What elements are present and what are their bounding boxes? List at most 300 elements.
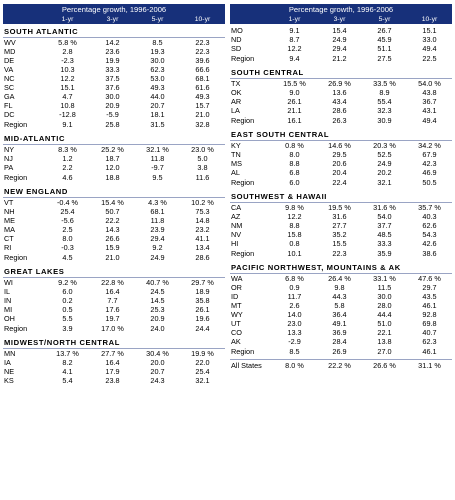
row-label: AL — [231, 168, 240, 177]
value-cell: 31.5 — [150, 120, 165, 129]
table-row — [230, 319, 452, 328]
value-cell: 29.7 — [422, 283, 437, 292]
value-cell: 28.6 — [195, 253, 210, 262]
value-cell: 37.6 — [105, 83, 120, 92]
value-cell: -2.9 — [288, 337, 301, 346]
row-label: NM — [231, 221, 243, 230]
table-row — [3, 198, 225, 207]
table-row — [3, 56, 225, 65]
value-cell: 1.2 — [62, 154, 73, 163]
value-cell: 17.0 % — [101, 324, 124, 333]
value-cell: 46.9 — [422, 168, 437, 177]
left-column — [3, 4, 225, 385]
row-label: Region — [231, 116, 255, 125]
value-cell: 22.1 — [377, 328, 392, 337]
value-cell: -2.3 — [61, 56, 74, 65]
value-cell: 8.5 — [289, 347, 300, 356]
value-cell: 54.3 — [422, 230, 437, 239]
value-cell: 2.8 — [62, 47, 73, 56]
table-row — [230, 106, 452, 115]
row-label: HI — [231, 239, 239, 248]
table-row — [230, 230, 452, 239]
value-cell: 34.2 % — [418, 141, 441, 150]
table-row — [3, 173, 225, 182]
value-cell: 4.3 % — [148, 198, 167, 207]
value-cell: 25.4 — [60, 207, 75, 216]
value-cell: 32.3 — [377, 106, 392, 115]
value-cell: 54.0 % — [418, 79, 441, 88]
value-cell: 30.0 — [377, 292, 392, 301]
table-row — [230, 44, 452, 53]
value-cell: 50.5 — [422, 178, 437, 187]
section-title: SOUTH ATLANTIC — [4, 27, 79, 36]
value-cell: 31.6 — [332, 212, 347, 221]
table-row — [3, 305, 225, 314]
value-cell: 20.3 % — [373, 141, 396, 150]
table-row — [3, 154, 225, 163]
value-cell: 22.4 — [332, 178, 347, 187]
value-cell: 20.4 — [332, 168, 347, 177]
col-10yr: 10-yr — [194, 16, 211, 23]
row-label: LA — [231, 106, 240, 115]
section-title: MID-ATLANTIC — [4, 134, 66, 143]
value-cell: 25.2 % — [101, 145, 124, 154]
table-row — [230, 159, 452, 168]
table-row — [3, 92, 225, 101]
value-cell: 39.6 — [195, 56, 210, 65]
value-cell: 23.9 — [150, 225, 165, 234]
row-label: MS — [231, 159, 242, 168]
value-cell: 35.2 — [332, 230, 347, 239]
value-cell: 19.7 — [105, 314, 120, 323]
value-cell: 21.0 — [105, 253, 120, 262]
row-label: WY — [231, 310, 243, 319]
table-row — [3, 234, 225, 243]
value-cell: 24.3 — [150, 376, 165, 385]
value-cell: 23.6 — [105, 47, 120, 56]
table-row — [3, 145, 225, 154]
region-section — [230, 191, 452, 258]
row-label: RI — [4, 243, 12, 252]
value-cell: 35.7 % — [418, 203, 441, 212]
value-cell: 4.1 — [62, 367, 73, 376]
row-label: WA — [231, 274, 243, 283]
value-cell: 19.3 — [150, 47, 165, 56]
row-label: NC — [4, 74, 15, 83]
region-section — [3, 133, 225, 182]
section-rows — [3, 277, 225, 333]
value-cell: 13.6 — [332, 88, 347, 97]
value-cell: 11.8 — [150, 216, 165, 225]
table-row — [230, 359, 452, 370]
value-cell: 20.7 — [150, 101, 165, 110]
value-cell: 40.7 % — [146, 278, 169, 287]
value-cell: 21.0 — [195, 110, 210, 119]
value-cell: 51.0 — [377, 319, 392, 328]
value-cell: 30.0 — [150, 56, 165, 65]
value-cell: 9.2 — [152, 243, 163, 252]
value-cell: 69.8 — [422, 319, 437, 328]
table-row — [230, 347, 452, 356]
value-cell: 43.4 — [332, 97, 347, 106]
value-cell: 35.8 — [195, 296, 210, 305]
value-cell: 48.5 — [377, 230, 392, 239]
value-cell: 15.5 % — [283, 79, 306, 88]
table-row — [3, 101, 225, 110]
value-cell: 16.1 — [287, 116, 302, 125]
section-rows — [230, 273, 452, 356]
region-section — [3, 26, 225, 129]
value-cell: 36.7 — [422, 97, 437, 106]
value-cell: 9.5 — [152, 173, 163, 182]
value-cell: 33.3 — [377, 239, 392, 248]
row-label: VA — [4, 65, 14, 74]
value-cell: 10.2 % — [191, 198, 214, 207]
value-cell: 35.9 — [377, 249, 392, 258]
value-cell: 16.4 — [105, 358, 120, 367]
region-section — [230, 262, 452, 356]
col-10yr: 10-yr — [421, 16, 438, 23]
row-label: UT — [231, 319, 241, 328]
row-label: VT — [4, 198, 14, 207]
value-cell: 42.3 — [422, 159, 437, 168]
value-cell: 4.5 — [62, 253, 73, 262]
table-row — [230, 337, 452, 346]
value-cell: 29.4 — [332, 44, 347, 53]
table-row — [230, 150, 452, 159]
value-cell: 29.4 — [150, 234, 165, 243]
value-cell: 7.7 — [107, 296, 118, 305]
value-cell: 12.2 — [287, 44, 302, 53]
table-row — [230, 221, 452, 230]
value-cell: 29.7 % — [191, 278, 214, 287]
table-row — [3, 287, 225, 296]
value-cell: 11.7 — [287, 292, 302, 301]
value-cell: 28.6 — [332, 106, 347, 115]
value-cell: 14.0 — [287, 310, 302, 319]
value-cell: 10.3 — [60, 65, 75, 74]
row-label: IA — [4, 358, 11, 367]
value-cell: 18.1 — [150, 110, 165, 119]
table-row — [230, 203, 452, 212]
value-cell: 6.8 — [289, 168, 300, 177]
value-cell: 49.1 — [332, 319, 347, 328]
value-cell: 8.0 — [62, 234, 73, 243]
value-cell: 14.5 — [150, 296, 165, 305]
value-cell: 55.4 — [377, 97, 392, 106]
value-cell: 40.7 — [422, 328, 437, 337]
table-row — [3, 367, 225, 376]
header-columns — [3, 15, 225, 24]
value-cell: 68.1 — [195, 74, 210, 83]
value-cell: 22.5 — [422, 54, 437, 63]
table-row — [230, 249, 452, 258]
row-label: TN — [231, 150, 241, 159]
value-cell: 43.8 — [422, 88, 437, 97]
value-cell: 44.3 — [332, 292, 347, 301]
value-cell: 8.8 — [289, 159, 300, 168]
table-row — [230, 301, 452, 310]
value-cell: 8.0 % — [285, 361, 304, 370]
value-cell: 14.3 — [105, 225, 120, 234]
value-cell: 28.0 — [377, 301, 392, 310]
col-1yr: 1-yr — [288, 16, 301, 23]
row-label: Region — [231, 249, 255, 258]
value-cell: 62.3 — [422, 337, 437, 346]
table-row — [3, 278, 225, 287]
value-cell: 38.6 — [422, 249, 437, 258]
value-cell: 28.4 — [332, 337, 347, 346]
value-cell: 49.4 — [422, 116, 437, 125]
value-cell: 15.7 — [195, 101, 210, 110]
value-cell: 32.1 % — [146, 145, 169, 154]
row-label: SD — [231, 44, 242, 53]
value-cell: 5.8 — [334, 301, 345, 310]
value-cell: 26.9 — [332, 347, 347, 356]
section-rows — [3, 197, 225, 262]
table-row — [230, 88, 452, 97]
row-label: KY — [231, 141, 241, 150]
value-cell: 24.9 — [332, 35, 347, 44]
table-row — [3, 163, 225, 172]
value-cell: 62.3 — [150, 65, 165, 74]
table-row — [3, 74, 225, 83]
value-cell: 27.5 — [377, 54, 392, 63]
section-rows — [230, 78, 452, 125]
row-label: CO — [231, 328, 242, 337]
value-cell: 5.0 — [197, 154, 208, 163]
value-cell: 23.0 % — [191, 145, 214, 154]
value-cell: 30.9 — [377, 116, 392, 125]
table-row — [3, 253, 225, 262]
row-label: DE — [4, 56, 15, 65]
region-section — [230, 129, 452, 187]
value-cell: 23.0 — [287, 319, 302, 328]
row-label: NJ — [4, 154, 13, 163]
value-cell: -12.8 — [59, 110, 76, 119]
value-cell: 12.0 — [105, 163, 120, 172]
table-row — [3, 207, 225, 216]
value-cell: 45.9 — [377, 35, 392, 44]
value-cell: 49.3 — [150, 83, 165, 92]
value-cell: 0.9 — [289, 283, 300, 292]
value-cell: 20.9 — [150, 314, 165, 323]
table-row — [3, 376, 225, 385]
table-row — [230, 54, 452, 63]
table-row — [230, 97, 452, 106]
header-title: Percentage growth, 1996-2006 — [288, 5, 394, 14]
section-title: GREAT LAKES — [4, 267, 65, 276]
right-column — [230, 4, 452, 370]
row-label: NV — [231, 230, 242, 239]
value-cell: 13.8 — [377, 337, 392, 346]
value-cell: 11.5 — [377, 283, 392, 292]
value-cell: 9.1 — [289, 26, 300, 35]
value-cell: 33.1 % — [373, 274, 396, 283]
value-cell: 14.6 % — [328, 141, 351, 150]
value-cell: 40.3 — [422, 212, 437, 221]
row-label: Region — [231, 178, 255, 187]
value-cell: 67.9 — [422, 150, 437, 159]
value-cell: 26.1 — [195, 305, 210, 314]
value-cell: 19.5 % — [328, 203, 351, 212]
header-title: Percentage growth, 1996-2006 — [61, 5, 167, 14]
row-label: AR — [231, 97, 242, 106]
value-cell: 25.4 — [195, 367, 210, 376]
value-cell: 10.8 — [60, 101, 75, 110]
row-label: All States — [231, 361, 262, 370]
value-cell: 6.8 % — [285, 274, 304, 283]
section-title: MIDWEST/NORTH CENTRAL — [4, 338, 120, 347]
row-label: MI — [4, 305, 13, 314]
value-cell: 24.5 — [150, 287, 165, 296]
row-label: NY — [4, 145, 15, 154]
row-label: MO — [231, 26, 243, 35]
value-cell: 36.4 — [332, 310, 347, 319]
value-cell: 15.1 — [422, 26, 437, 35]
value-cell: 20.9 — [105, 101, 120, 110]
value-cell: 25.3 — [150, 305, 165, 314]
value-cell: 15.4 % — [101, 198, 124, 207]
value-cell: 33.5 % — [373, 79, 396, 88]
value-cell: 46.1 — [422, 301, 437, 310]
value-cell: 23.8 — [105, 376, 120, 385]
col-5yr: 5-yr — [378, 16, 391, 23]
value-cell: 24.0 — [150, 324, 165, 333]
value-cell: -0.4 % — [56, 198, 79, 207]
col-5yr: 5-yr — [151, 16, 164, 23]
value-cell: 13.4 — [195, 243, 210, 252]
value-cell: 24.9 — [150, 253, 165, 262]
row-label: MN — [4, 349, 16, 358]
value-cell: 44.4 — [377, 310, 392, 319]
row-label: ID — [231, 292, 239, 301]
value-cell: 26.1 — [287, 97, 302, 106]
table-row — [230, 212, 452, 221]
value-cell: 52.5 — [377, 150, 392, 159]
table-row — [3, 216, 225, 225]
table-row — [3, 225, 225, 234]
value-cell: -5.6 — [61, 216, 74, 225]
value-cell: 8.5 — [152, 38, 163, 47]
value-cell: 27.7 — [332, 221, 347, 230]
value-cell: 5.5 — [62, 314, 73, 323]
row-label: KS — [4, 376, 14, 385]
section-rows — [230, 140, 452, 187]
value-cell: 26.7 — [377, 26, 392, 35]
value-cell: 50.7 — [105, 207, 120, 216]
value-cell: 33.0 — [422, 35, 437, 44]
value-cell: 68.1 — [150, 207, 165, 216]
value-cell: 5.4 — [62, 376, 73, 385]
section-rows — [3, 348, 225, 385]
table-row — [3, 65, 225, 74]
value-cell: -0.3 — [61, 243, 74, 252]
table-row — [230, 35, 452, 44]
value-cell: 18.9 — [195, 287, 210, 296]
row-label: CT — [4, 234, 14, 243]
table-row — [230, 168, 452, 177]
value-cell: 30.4 % — [146, 349, 169, 358]
table-row — [3, 296, 225, 305]
value-cell: 37.7 — [377, 221, 392, 230]
col-1yr: 1-yr — [61, 16, 74, 23]
value-cell: 22.2 % — [328, 361, 351, 370]
value-cell: 18.8 — [105, 173, 120, 182]
value-cell: 21.1 — [287, 106, 302, 115]
value-cell: 31.6 % — [373, 203, 396, 212]
table-row — [3, 110, 225, 119]
value-cell: 6.0 — [62, 287, 73, 296]
row-label: IN — [4, 296, 12, 305]
value-cell: 32.1 — [195, 376, 210, 385]
row-label: NE — [4, 367, 15, 376]
value-cell: 11.8 — [150, 154, 165, 163]
value-cell: 27.0 — [377, 347, 392, 356]
value-cell: 46.1 — [422, 347, 437, 356]
value-cell: 15.8 — [287, 230, 302, 239]
value-cell: 22.8 % — [101, 278, 124, 287]
row-label: WV — [4, 38, 16, 47]
value-cell: 20.0 — [150, 358, 165, 367]
value-cell: 18.7 — [105, 154, 120, 163]
value-cell: 22.3 — [195, 38, 210, 47]
row-label: CA — [231, 203, 242, 212]
value-cell: 92.8 — [422, 310, 437, 319]
table-row — [230, 274, 452, 283]
value-cell: 2.2 — [62, 163, 73, 172]
row-label: MT — [231, 301, 242, 310]
value-cell: 3.8 — [197, 163, 208, 172]
section-rows — [230, 202, 452, 258]
value-cell: 17.6 — [105, 305, 120, 314]
value-cell: 4.7 — [62, 92, 73, 101]
table-row — [3, 243, 225, 252]
table-row — [230, 26, 452, 35]
row-label: Region — [4, 173, 28, 182]
table-header-left — [3, 4, 225, 24]
section-title: PACIFIC NORTHWEST, MOUNTAINS & AK — [231, 263, 401, 272]
value-cell: 8.0 — [289, 150, 300, 159]
value-cell: 33.3 — [105, 65, 120, 74]
table-row — [3, 83, 225, 92]
value-cell: 19.9 % — [191, 349, 214, 358]
row-label: Region — [4, 253, 28, 262]
value-cell: 49.3 — [195, 92, 210, 101]
value-cell: 8.2 — [62, 358, 73, 367]
value-cell: 9.4 — [289, 54, 300, 63]
value-cell: 32.1 — [377, 178, 392, 187]
value-cell: 32.8 — [195, 120, 210, 129]
table-row — [230, 116, 452, 125]
value-cell: 26.4 % — [328, 274, 351, 283]
table-row — [3, 47, 225, 56]
value-cell: 20.2 — [377, 168, 392, 177]
section-title: SOUTH CENTRAL — [231, 68, 304, 77]
value-cell: 6.0 — [289, 178, 300, 187]
value-cell: 8.7 — [289, 35, 300, 44]
row-label: OR — [231, 283, 242, 292]
value-cell: 14.8 — [195, 216, 210, 225]
value-cell: 36.9 — [332, 328, 347, 337]
region-section — [3, 337, 225, 385]
value-cell: 0.8 — [289, 239, 300, 248]
table-row — [230, 292, 452, 301]
table-row — [230, 328, 452, 337]
value-cell: 9.0 — [289, 88, 300, 97]
value-cell: 22.3 — [332, 249, 347, 258]
value-cell: 8.8 — [289, 221, 300, 230]
